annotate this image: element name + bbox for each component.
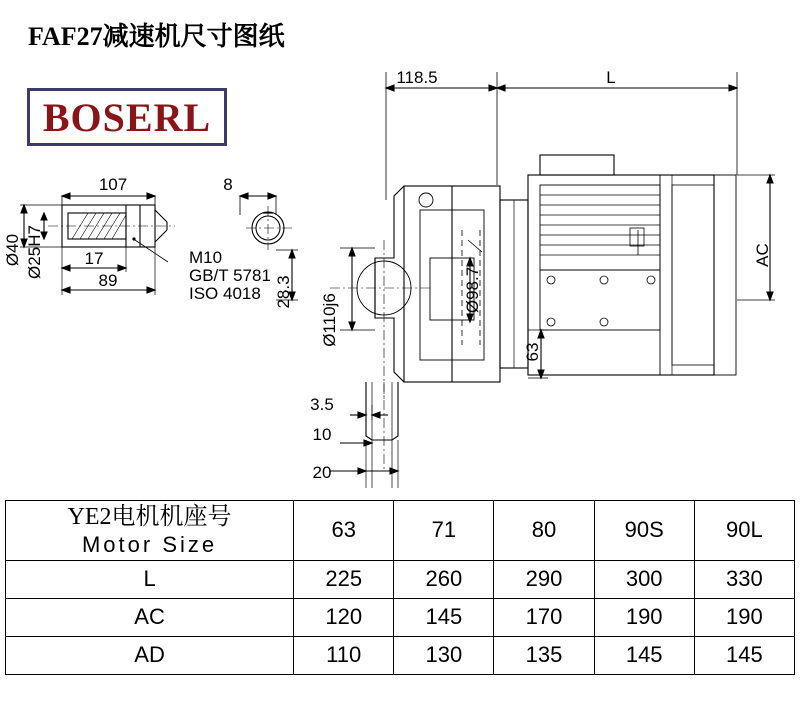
- dim-28-3: 28.3: [274, 275, 293, 309]
- bolt-m10: M10: [189, 248, 223, 267]
- cell-ad-5: 145: [694, 636, 794, 674]
- cell-l-5: 330: [694, 560, 794, 598]
- table-row-ad: [6, 636, 795, 674]
- dim-89: 89: [98, 271, 118, 290]
- row-label-motor-size: [6, 501, 294, 561]
- dim-107: 107: [98, 175, 128, 194]
- dim-d98-7: Ø98.7: [463, 266, 482, 314]
- cell-l-3: 290: [494, 560, 594, 598]
- table-row-ac: [6, 598, 795, 636]
- dim-118-5: 118.5: [396, 68, 438, 87]
- row-label-ac: AC: [6, 598, 294, 636]
- cell-l-4: 300: [594, 560, 694, 598]
- table-row-motor-size: [6, 501, 795, 561]
- dim-63: 63: [523, 342, 542, 362]
- dim-20: 20: [312, 463, 332, 482]
- cell-ad-3: 135: [494, 636, 594, 674]
- row-label-ad: AD: [6, 636, 294, 674]
- cell-l-2: 260: [394, 560, 494, 598]
- dim-d25h7: Ø25H7: [25, 225, 44, 279]
- cell-motor-size-1: 63: [294, 501, 394, 561]
- cell-ad-2: 130: [394, 636, 494, 674]
- dim-L: L: [606, 68, 616, 87]
- motor-size-label-en: Motor Size: [81, 531, 218, 557]
- cell-l-1: 225: [294, 560, 394, 598]
- bolt-std-iso: ISO 4018: [189, 284, 261, 303]
- cell-ac-4: 190: [594, 598, 694, 636]
- cell-motor-size-4: 90S: [594, 501, 694, 561]
- dim-AC: AC: [753, 243, 772, 267]
- motor-size-label-cn: YE2电机机座号: [67, 504, 232, 530]
- cell-ad-1: 110: [294, 636, 394, 674]
- cell-motor-size-3: 80: [494, 501, 594, 561]
- row-label-l: L: [6, 560, 294, 598]
- dim-8: 8: [223, 175, 233, 194]
- spec-table: [5, 500, 795, 675]
- bolt-std-gb: GB/T 5781: [189, 266, 271, 285]
- dim-10: 10: [312, 425, 332, 444]
- logo-text: BOSERL: [42, 94, 212, 140]
- dim-d40: Ø40: [3, 233, 22, 267]
- dim-d110j6: Ø110j6: [320, 293, 339, 347]
- cell-motor-size-2: 71: [394, 501, 494, 561]
- cell-ac-5: 190: [694, 598, 794, 636]
- table-row-l: [6, 560, 795, 598]
- cell-ac-3: 170: [494, 598, 594, 636]
- cell-motor-size-5: 90L: [694, 501, 794, 561]
- cell-ac-1: 120: [294, 598, 394, 636]
- cell-ad-4: 145: [594, 636, 694, 674]
- dim-3-5: 3.5: [310, 395, 334, 414]
- page-title: FAF27减速机尺寸图纸: [28, 22, 285, 51]
- cell-ac-2: 145: [394, 598, 494, 636]
- dim-17: 17: [84, 249, 104, 268]
